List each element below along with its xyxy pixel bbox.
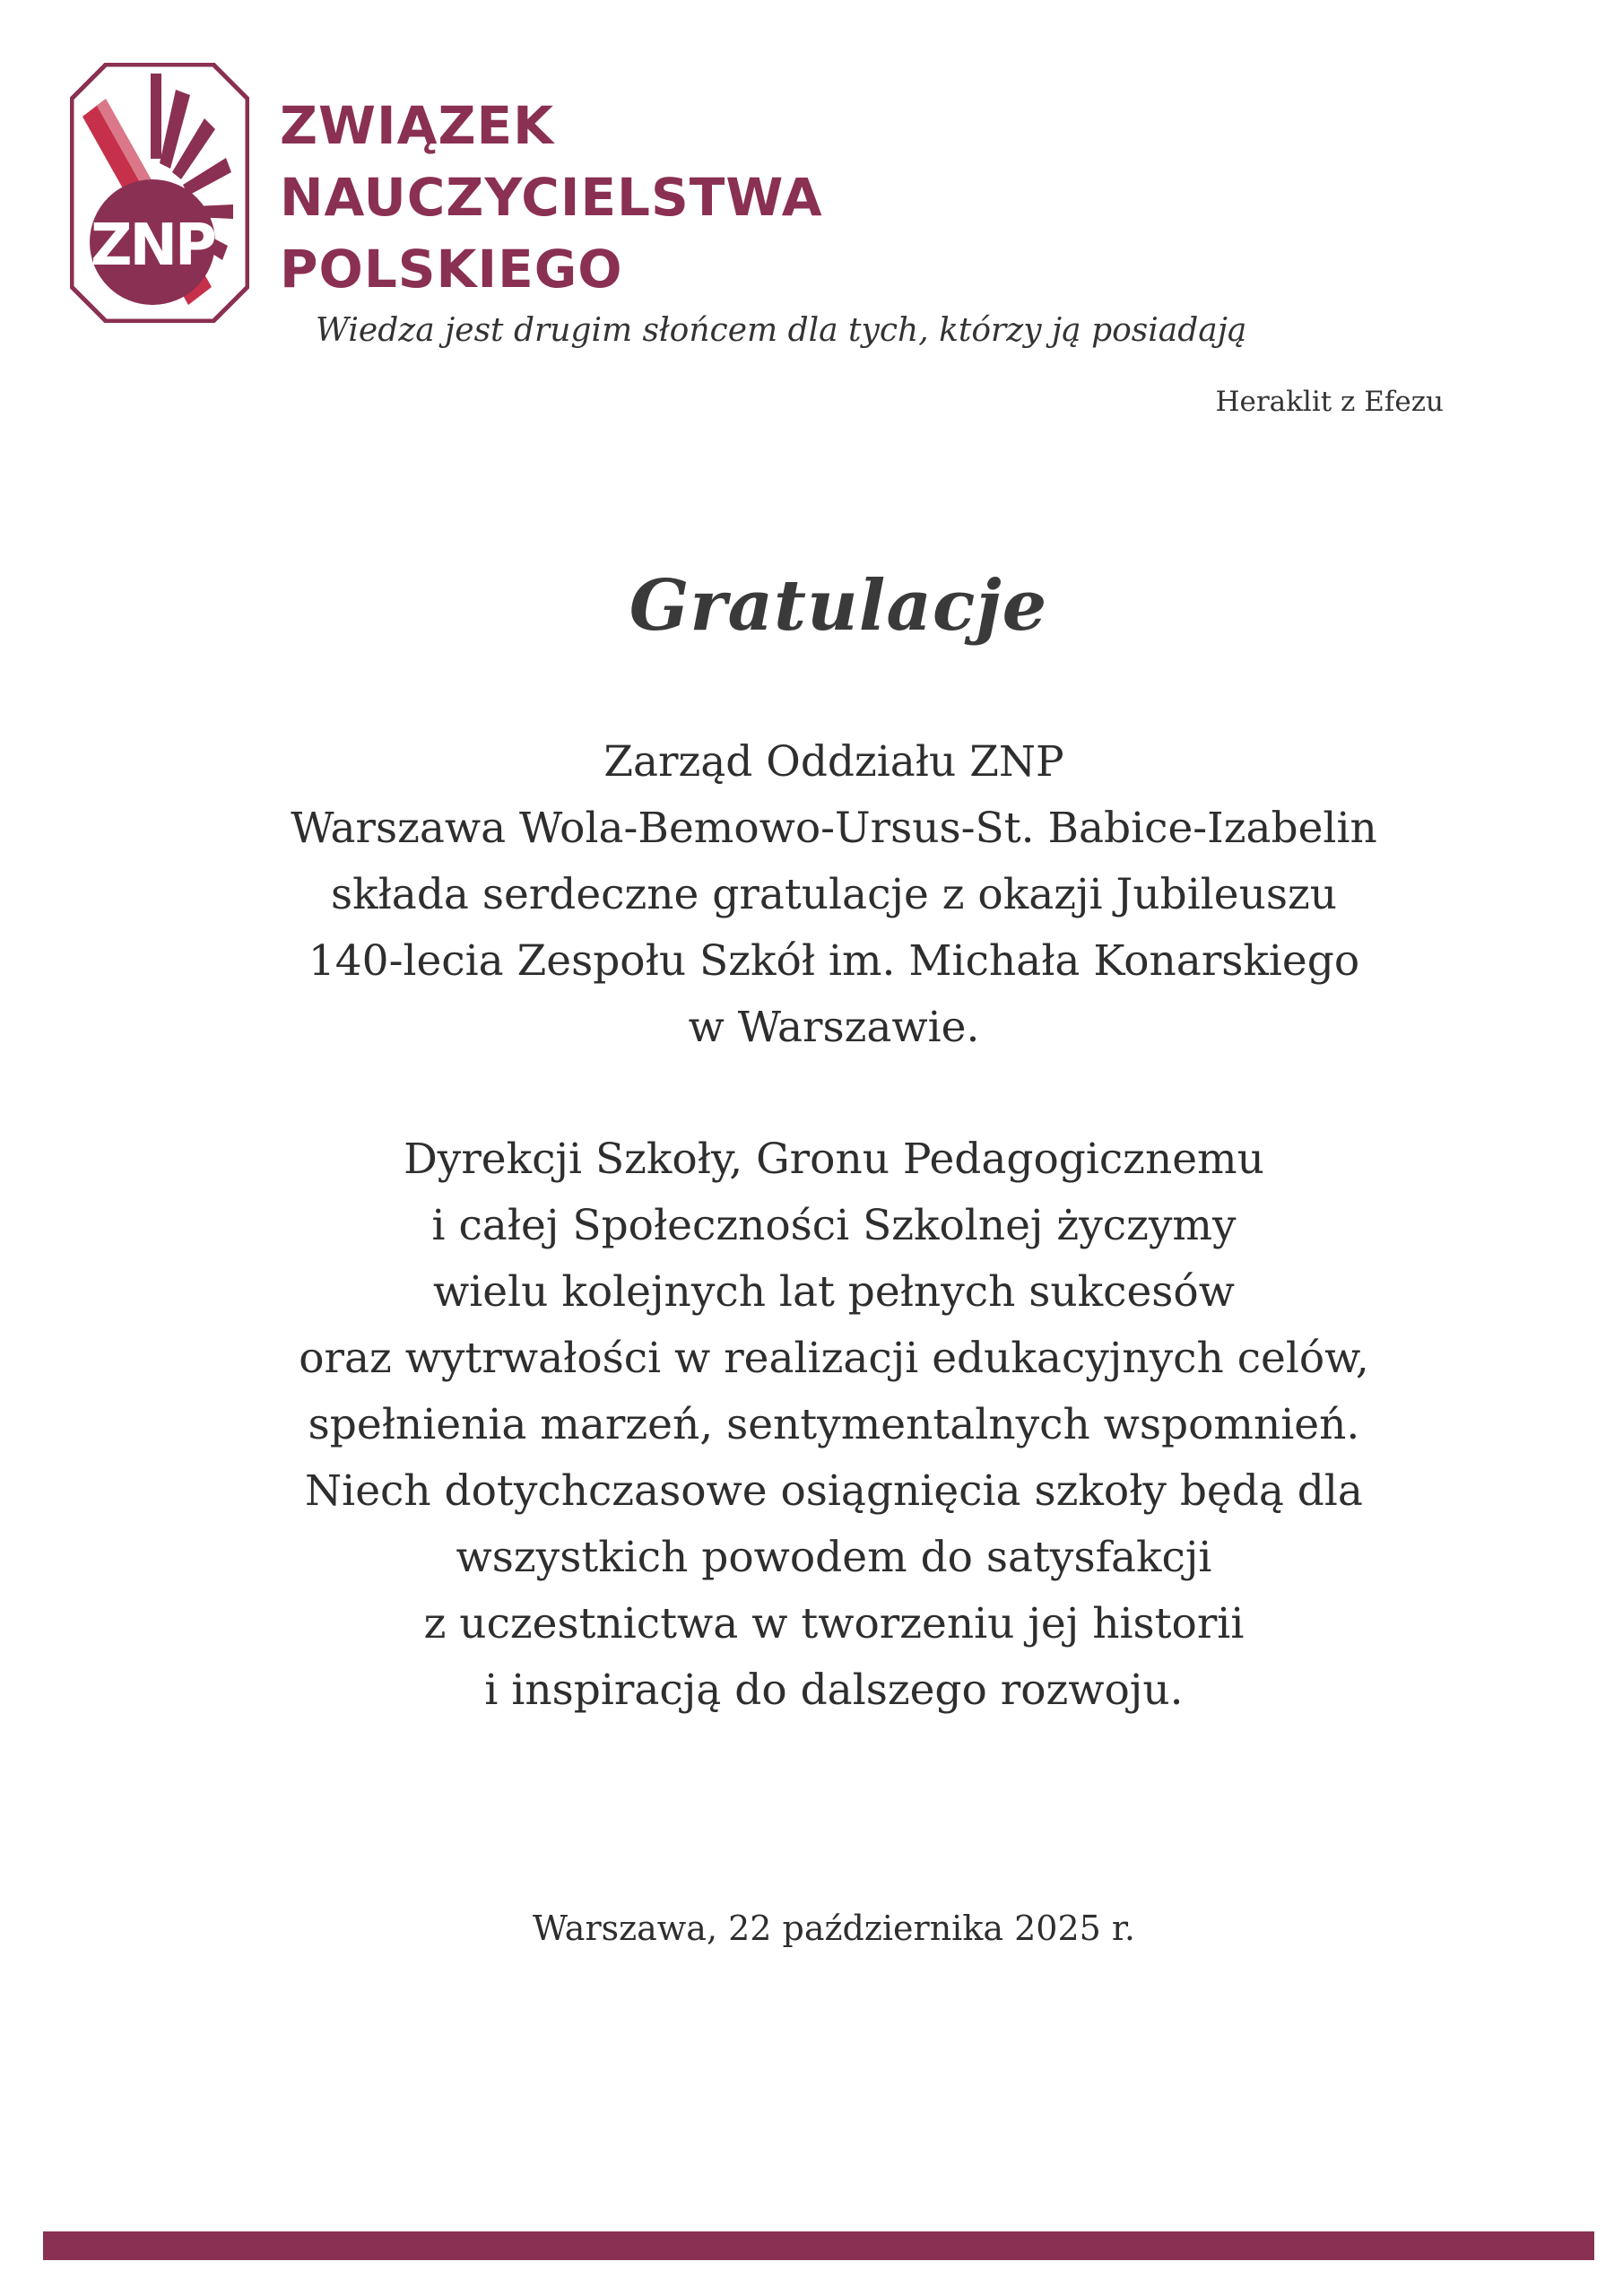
document-title: Gratulacje (629, 565, 1048, 647)
paragraph-1-line: Warszawa Wola-Bemowo-Ursus-St. Babice-Izabelin (291, 804, 1377, 853)
org-name-line-3: POLSKIEGO (280, 239, 623, 300)
paragraph-1-line: Zarząd Oddziału ZNP (603, 737, 1064, 787)
paragraph-2-line: wielu kolejnych lat pełnych sukcesów (433, 1267, 1235, 1317)
org-name-line-1: ZWIĄZEK (280, 95, 555, 156)
paragraph-1-line: w Warszawie. (688, 1003, 980, 1052)
paragraph-2-line: Niech dotychczasowe osiągnięcia szkoły będą dla (305, 1466, 1363, 1516)
paragraph-1-line: 140-lecia Zespołu Szkół im. Michała Konarskiego (308, 936, 1360, 986)
paragraph-2-line: i całej Społeczności Szkolnej życzymy (431, 1201, 1237, 1250)
date-line: Warszawa, 22 października 2025 r. (533, 1909, 1135, 1948)
logo-text: ZNP (91, 213, 214, 279)
paragraph-2-line: Dyrekcji Szkoły, Gronu Pedagogicznemu (404, 1135, 1264, 1184)
znp-logo (70, 63, 249, 323)
paragraph-2-line: spełnienia marzeń, sentymentalnych wspomnień. (308, 1400, 1360, 1449)
paragraph-2-line: i inspiracją do dalszego rozwoju. (484, 1665, 1184, 1715)
footer-bar (43, 2231, 1594, 2260)
motto: Wiedza jest drugim słońcem dla tych, którzy ją posiadają (316, 312, 1247, 349)
paragraph-2-line: z uczestnictwa w tworzeniu jej historii (423, 1599, 1245, 1648)
znp-emblem-icon (70, 63, 249, 323)
paragraph-2-line: wszystkich powodem do satysfakcji (456, 1533, 1212, 1582)
paragraph-1 (108, 729, 1560, 1061)
paragraph-2 (108, 1126, 1560, 1724)
paragraph-1-line: składa serdeczne gratulacje z okazji Jubileuszu (330, 870, 1338, 919)
org-name-line-2: NAUCZYCIELSTWA (280, 167, 823, 228)
motto-author: Heraklit z Efezu (1215, 386, 1444, 418)
organization-name (280, 90, 823, 305)
paragraph-2-line: oraz wytrwałości w realizacji edukacyjnych celów, (299, 1334, 1369, 1383)
